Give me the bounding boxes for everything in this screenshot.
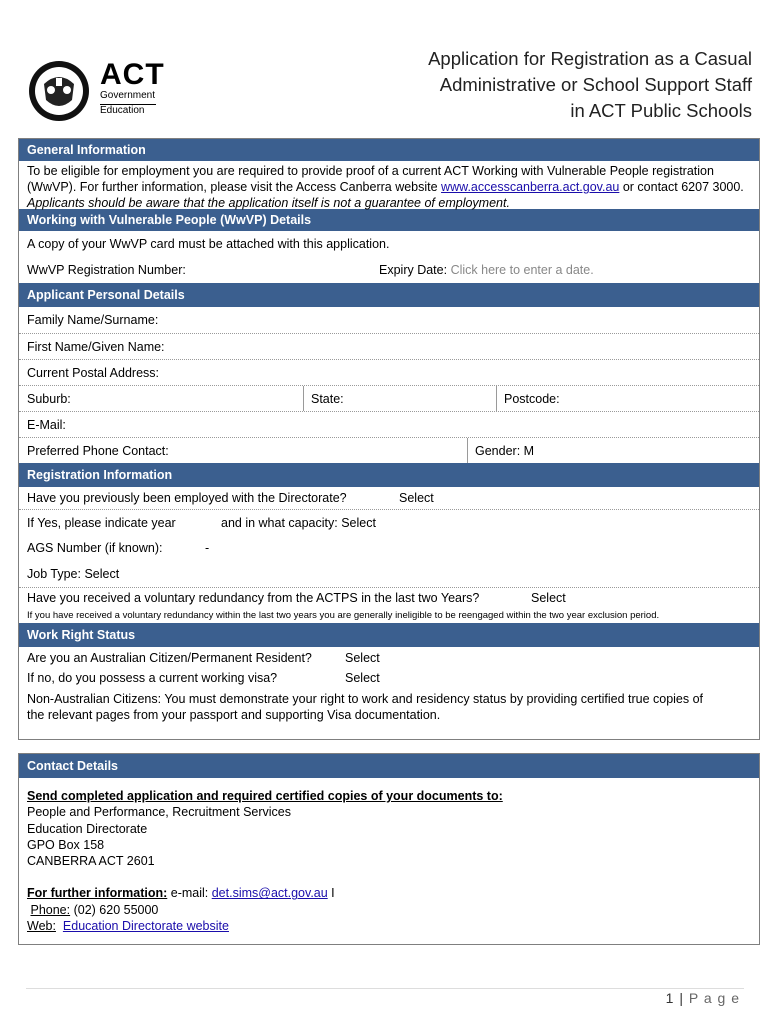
- job-type-row: [19, 561, 759, 587]
- email-separator: I: [327, 886, 335, 901]
- non-australian-line-1: Non-Australian Citizens: You must demonstrate your right to work and residency status by providing certified true copies of: [27, 692, 704, 706]
- general-info-text: [19, 161, 759, 209]
- suburb-state-postcode-row: [19, 385, 759, 411]
- wwvp-details-row: [19, 257, 759, 283]
- citizen-select[interactable]: Select: [345, 651, 380, 665]
- visa-row: [19, 669, 759, 687]
- title-line-3: in ACT Public Schools: [570, 100, 752, 121]
- job-type-select[interactable]: Job Type: Select: [27, 567, 120, 581]
- page-title: [332, 46, 752, 124]
- redundancy-row: [19, 587, 759, 607]
- web-line: [27, 918, 751, 934]
- wwvp-registration-field[interactable]: WwVP Registration Number:: [27, 263, 186, 277]
- contact-details: [18, 753, 760, 945]
- suburb-field[interactable]: [19, 386, 303, 411]
- contact-phone: (02) 620 55000: [70, 902, 159, 917]
- wwvp-copy-note: [19, 231, 759, 257]
- previously-employed-label: Have you previously been employed with the Directorate?: [27, 491, 347, 505]
- email-field[interactable]: [19, 411, 759, 437]
- ags-number-field[interactable]: -: [205, 541, 210, 555]
- general-text-line-3: Applicants should be aware that the application itself is not a guarantee of employment.: [27, 196, 510, 210]
- contact-body: [19, 778, 759, 934]
- wwvp-header: Working with Vulnerable People (WwVP) Details: [19, 209, 759, 231]
- address-line-2: Education Directorate: [27, 821, 148, 836]
- phone-line: [27, 902, 751, 918]
- family-name-label: Family Name/Surname:: [27, 313, 159, 327]
- previously-employed-select[interactable]: Select: [399, 491, 434, 505]
- personal-details-header: Applicant Personal Details: [19, 283, 759, 307]
- web-label: Web:: [27, 919, 56, 934]
- general-text-2a: (WwVP). For further information, please visit the Access Canberra website: [27, 180, 442, 194]
- postal-address-field[interactable]: [19, 359, 759, 385]
- first-name-label: First Name/Given Name:: [27, 339, 165, 354]
- email-label: E-Mail:: [27, 417, 66, 432]
- education-website-link[interactable]: Education Directorate website: [62, 919, 229, 934]
- postcode-field[interactable]: [496, 386, 759, 411]
- send-heading: Send completed application and required certified copies of your documents to:: [27, 789, 503, 803]
- access-canberra-link[interactable]: www.accesscanberra.act.gov.au: [441, 180, 620, 194]
- visa-select[interactable]: Select: [345, 671, 380, 685]
- address-line-4: CANBERRA ACT 2601: [27, 854, 155, 869]
- redundancy-select[interactable]: Select: [531, 590, 566, 605]
- suburb-label: Suburb:: [27, 391, 71, 406]
- previously-employed-row: [19, 487, 759, 509]
- if-yes-row: [19, 509, 759, 535]
- ags-number-row: [19, 535, 759, 561]
- wwvp-expiry-label: Expiry Date:: [379, 263, 451, 277]
- footer-divider: [26, 988, 744, 989]
- registration-header: Registration Information: [19, 463, 759, 487]
- email-prefix: e-mail:: [167, 886, 212, 901]
- phone-label: Phone:: [30, 902, 71, 917]
- state-field[interactable]: [303, 386, 496, 411]
- logo-act-text: ACT: [100, 58, 165, 91]
- gender-label: Gender: M: [475, 443, 535, 458]
- general-info-header: General Information: [19, 139, 759, 161]
- general-text-2b: or contact 6207 3000.: [619, 180, 744, 194]
- general-text-line-2: [27, 179, 751, 195]
- address-line-3: GPO Box 158: [27, 837, 105, 852]
- citizen-question: Are you an Australian Citizen/Permanent Resident?: [27, 651, 312, 665]
- address-line-1: People and Performance, Recruitment Services: [27, 805, 292, 820]
- non-australian-line-2: the relevant pages from your passport and supporting Visa documentation.: [27, 708, 441, 722]
- capacity-select[interactable]: and in what capacity: Select: [221, 515, 376, 530]
- redundancy-note: [19, 607, 759, 623]
- title-line-1: Application for Registration as a Casual: [428, 48, 752, 69]
- further-info-label: For further information:: [27, 886, 168, 901]
- contact-header: Contact Details: [19, 754, 759, 778]
- application-form: [18, 138, 760, 740]
- wwvp-expiry-date-picker[interactable]: Click here to enter a date.: [450, 263, 594, 277]
- postal-address-label: Current Postal Address:: [27, 365, 160, 380]
- wwvp-copy-note-text: A copy of your WwVP card must be attached with this application.: [27, 237, 390, 251]
- general-text-line-1: To be eligible for employment you are required to provide proof of a current ACT Working with Vulnerable People registration: [27, 164, 714, 178]
- page-number-value: 1: [665, 990, 675, 1006]
- logo-education-text: Education: [100, 105, 145, 116]
- phone-gender-row: [19, 437, 759, 463]
- if-yes-year-label[interactable]: If Yes, please indicate year: [27, 515, 176, 530]
- redundancy-question: Have you received a voluntary redundancy from the ACTPS in the last two Years?: [27, 590, 480, 605]
- further-info-line: [27, 885, 751, 901]
- non-australian-note: [19, 687, 759, 723]
- visa-question: If no, do you possess a current working visa?: [27, 671, 278, 685]
- redundancy-note-text: If you have received a voluntary redundancy within the last two years you are generally ineligible to be reengaged within the two year exclusion period.: [27, 609, 660, 621]
- title-line-2: Administrative or School Support Staff: [439, 74, 752, 95]
- act-government-logo: [26, 60, 166, 122]
- work-right-header: Work Right Status: [19, 623, 759, 647]
- postcode-label: Postcode:: [504, 391, 560, 406]
- logo-government-text: Government: [100, 90, 156, 105]
- citizen-row: [19, 647, 759, 669]
- phone-field[interactable]: [19, 438, 467, 463]
- phone-label: Preferred Phone Contact:: [27, 443, 169, 458]
- first-name-field[interactable]: [19, 333, 759, 359]
- ags-number-label: AGS Number (if known):: [27, 541, 163, 555]
- gender-select[interactable]: [467, 438, 759, 463]
- state-label: State:: [311, 391, 344, 406]
- family-name-field[interactable]: [19, 307, 759, 333]
- contact-email-link[interactable]: det.sims@act.gov.au: [211, 886, 328, 901]
- page-number: 1 | P a g e: [665, 990, 740, 1006]
- page-label: P a g e: [688, 990, 740, 1006]
